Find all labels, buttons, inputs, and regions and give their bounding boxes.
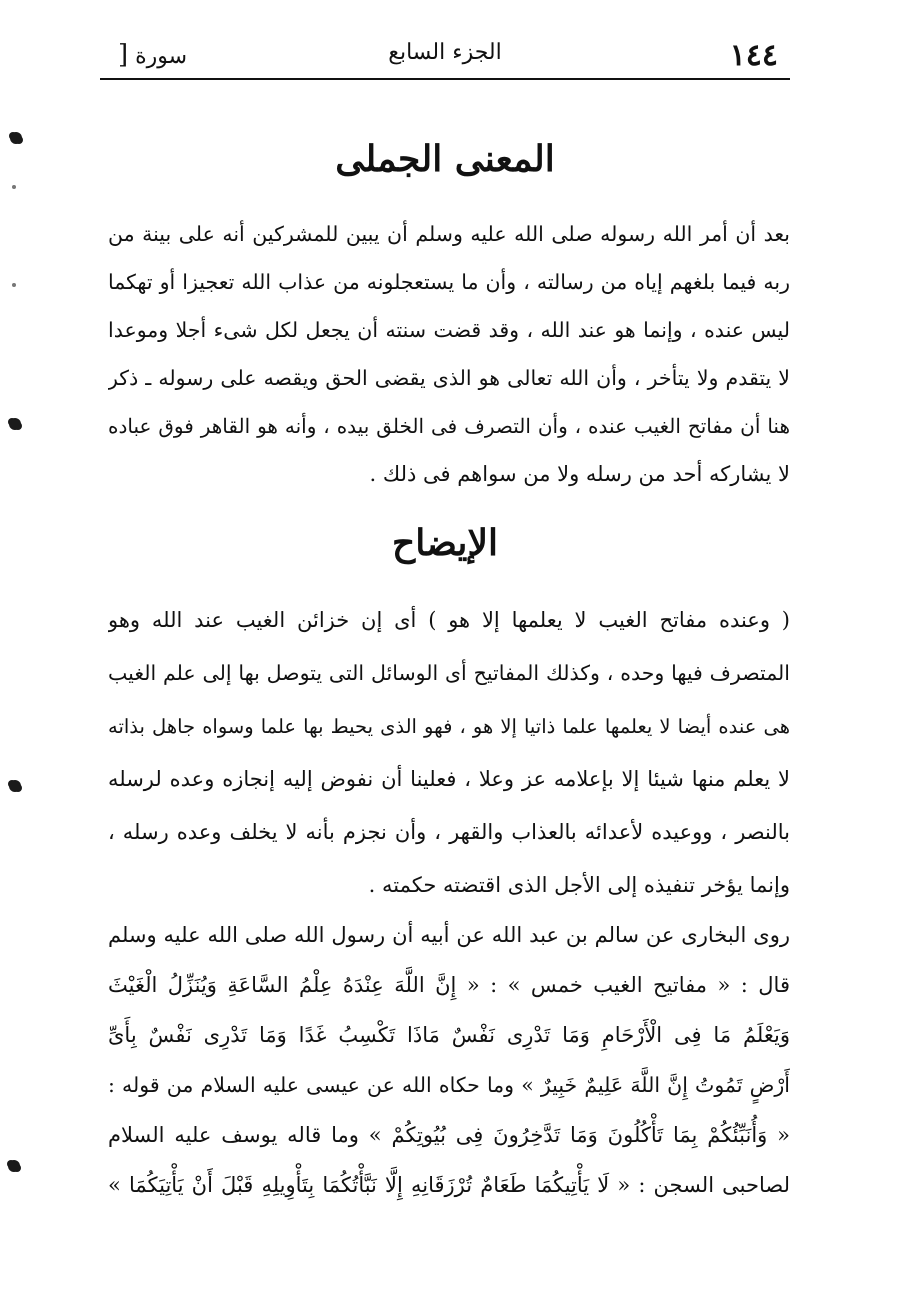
hadith-line: روى البخارى عن سالم بن عبد الله عن أبيه أن رسول الله صلى الله عليه وسلم xyxy=(108,923,790,947)
explanation-line: المتصرف فيها وحده ، وكذلك المفاتيح أى الوسائل التى يتوصل بها إلى علم الغيب xyxy=(108,661,790,685)
surah-label: سورة xyxy=(135,44,188,69)
hadith-line: أَرْضٍ تَمُوتُ إِنَّ اللَّهَ عَلِيمٌ خَبِيرٌ » وما حكاه الله عن عيسى عليه السلام من قوله : xyxy=(108,1073,790,1097)
scan-speck xyxy=(9,780,21,792)
summary-line: بعد أن أمر الله رسوله صلى الله عليه وسلم أن يبين للمشركين أنه على بينة من xyxy=(108,222,790,246)
surah-label-group xyxy=(112,40,187,70)
hadith-line: « وَأُنَبِّئُكُمْ بِمَا تَأْكُلُونَ وَمَا تَدَّخِرُونَ فِى بُيُوتِكُمْ » وما قاله يوسف عليه السلام xyxy=(108,1123,790,1147)
part-title: الجزء السابع xyxy=(388,40,502,65)
summary-line: هنا أن مفاتح الغيب عنده ، وأن التصرف فى الخلق بيده ، وأنه هو القاهر فوق عباده xyxy=(108,414,790,438)
explanation-line: لا يعلم منها شيئا إلا بإعلامه عز وعلا ، فعلينا أن نفوض إليه إنجازه وعده لرسله xyxy=(108,767,790,791)
explanation-line: بالنصر ، ووعيده لأعدائه بالعذاب والقهر ، وأن نجزم بأنه لا يخلف وعده رسله ، xyxy=(108,820,790,844)
explanation-line: وإنما يؤخر تنفيذه إلى الأجل الذى اقتضته حكمته . xyxy=(368,873,790,897)
hadith-line: وَيَعْلَمُ مَا فِى الْأَرْحَامِ وَمَا تَدْرِى نَفْسٌ مَاذَا تَكْسِبُ غَدًا وَمَا تَدْرِى نَفْسٌ بِأَىِّ xyxy=(108,1023,790,1047)
scan-speck xyxy=(8,1160,20,1172)
summary-line: ليس عنده ، وإنما هو عند الله ، وقد قضت سنته أن يجعل لكل شىء أجلا وموعدا xyxy=(108,318,790,342)
explanation-heading: الإيضاح xyxy=(392,522,498,564)
explanation-paragraph xyxy=(108,594,790,912)
summary-heading: المعنى الجملى xyxy=(335,138,555,180)
summary-line: لا يشاركه أحد من رسله ولا من سواهم فى ذلك . xyxy=(369,462,790,486)
scan-speck xyxy=(12,283,16,287)
hadith-line: قال : « مفاتيح الغيب خمس » : « إِنَّ اللَّهَ عِنْدَهُ عِلْمُ السَّاعَةِ وَيُنَزِّلُ الْغَيْثَ xyxy=(108,973,790,997)
header-rule xyxy=(100,78,790,80)
hadith-line: لصاحبى السجن : « لَا يَأْتِيكُمَا طَعَامٌ تُرْزَقَانِهِ إِلَّا نَبَّأْتُكُمَا بِتَأْوِيلِهِ قَبْلَ أَنْ يَأْتِيَكُمَا » xyxy=(108,1173,790,1197)
scan-speck xyxy=(9,418,21,430)
summary-line: ربه فيما بلغهم إياه من رسالته ، وأن ما يستعجلونه من عذاب الله تعجيزا أو تهكما xyxy=(108,270,790,294)
explanation-line: هى عنده أيضا لا يعلمها علما ذاتيا إلا هو ، فهو الذى يحيط بها علما وسواه جاهل بذاته xyxy=(108,715,790,738)
hadith-paragraph xyxy=(108,910,790,1210)
scan-speck xyxy=(12,185,16,189)
summary-line: لا يتقدم ولا يتأخر ، وأن الله تعالى هو الذى يقضى الحق ويقصه على رسوله ـ ذكر xyxy=(108,366,790,390)
scan-speck xyxy=(10,132,22,144)
explanation-line: ( وعنده مفاتح الغيب لا يعلمها إلا هو ) أى إن خزائن الغيب عند الله وهو xyxy=(108,608,790,632)
header-bracket: [ xyxy=(118,40,129,70)
summary-paragraph xyxy=(108,210,790,498)
page-number: ١٤٤ xyxy=(729,38,778,73)
running-header xyxy=(100,36,790,80)
